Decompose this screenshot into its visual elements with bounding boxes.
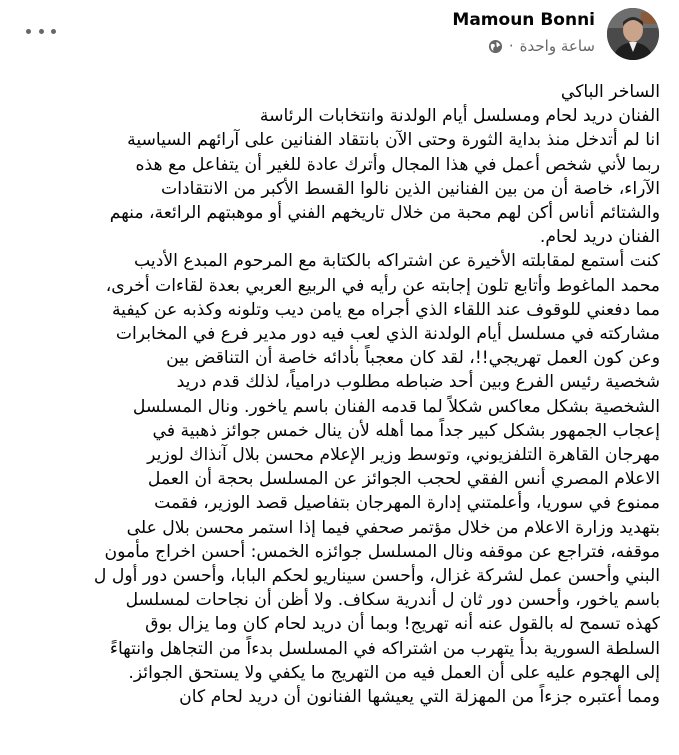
author-avatar[interactable] bbox=[607, 8, 659, 60]
post-line: والشتائم أناس أكن لهم محبة من خلال تاريخهم الفني أو موهبتهم الرائعة، منهم bbox=[109, 203, 660, 224]
post-line: كنت أستمع لمقابلته الأخيرة عن اشتراكه بالكتابة مع المرحوم المبدع الأديب bbox=[134, 251, 660, 272]
post-line: مما دفعني للوقوف عند اللقاء الذي أجراه مع يامن ديب وتلونه وكذبه عن كيفية bbox=[111, 299, 660, 320]
post-line: مشاركته في مسلسل أيام الولدنة الذي لعب فيه دور مدير فرع في المخابرات bbox=[115, 324, 660, 345]
post-line: إلى الهجوم عليه على أن العمل فيه من التهريج ما يكفي ولا يستحق الجوائز. bbox=[128, 662, 660, 683]
post-line: السلطة السورية بدأ يتهرب من اشتراكه في المسلسل بدءاً من التجاهل وانتهاءً bbox=[109, 638, 660, 659]
post-line: بتهديد وزارة الاعلام من خلال مؤتمر صحفي فيما إذا استمر محسن بلال على bbox=[126, 517, 660, 538]
post-line: موقفه، فتراجع عن موقفه ونال المسلسل جوائزه الخمس: أحسن اخراج مأمون bbox=[104, 541, 660, 562]
post-line: الفنان دريد لحام. bbox=[539, 227, 660, 248]
dot-icon bbox=[51, 29, 56, 34]
globe-icon bbox=[488, 39, 503, 54]
separator-dot: · bbox=[508, 37, 514, 55]
post-line: الآراء، خاصة أن من بين الفنانين الذين نالوا القسط الأكبر من الانتقادات bbox=[161, 178, 660, 199]
author-name[interactable]: Mamoun Bonni bbox=[452, 10, 595, 30]
post-line: وعن كون العمل تهريجي!!، لقد كان معجباً بأدائه خاصة أن التناقض بين bbox=[166, 348, 660, 369]
post-line: ممنوع في سوريا، وأعلمتني إدارة المهرجان بتفاصيل قصد الوزير، فقمت bbox=[154, 493, 660, 514]
post-line: ومما أعتبره جزءاً من المهزلة التي يعيشها الفنانون أن دريد لحام كان bbox=[179, 687, 660, 708]
post-line: شخصية رئيس الفرع وبين أحد ضباطه مطلوب درامياً، لذلك قدم دريد bbox=[176, 372, 660, 393]
avatar-image bbox=[607, 8, 659, 60]
post-line: مهرجان القاهرة التلفزيوني، وتوسط وزير الإعلام محسن بلال آنذاك لوزير bbox=[147, 445, 660, 466]
post-line: الساخر الباكي bbox=[560, 82, 660, 102]
post-line: انا لم أتدخل منذ بداية الثورة وحتى الآن بانتقاد الفنانين على آرائهم السياسية bbox=[127, 130, 660, 151]
dot-icon bbox=[26, 29, 31, 34]
post-line: كهذه تسمح له بالقول عنه أنه تهريج! وبما أن دريد لحام كان وما يزال بوق bbox=[145, 614, 660, 635]
post-line: إعجاب الجمهور بشكل كبير جداً مما أهله لأن ينال خمس جوائز ذهبية في bbox=[152, 420, 660, 441]
dot-icon bbox=[39, 29, 44, 34]
post-text bbox=[16, 80, 660, 755]
post-meta bbox=[488, 37, 595, 55]
post-time-link[interactable]: ساعة واحدة bbox=[519, 37, 595, 55]
post-line: ربما لأني شخص أعمل في هذا المجال وأترك عادة للغير أن يتفاعل مع هذه bbox=[135, 154, 660, 175]
post-line: الشخصية بشكل معاكس شكلاً لما قدمه الفنان باسم ياخور. ونال المسلسل bbox=[132, 396, 660, 417]
post-header bbox=[0, 0, 679, 70]
post-line: الاعلام المصري أنس الفقي لحجب الجوائز عن المسلسل بحجة أن العمل bbox=[147, 469, 660, 490]
more-options-button[interactable] bbox=[26, 22, 56, 40]
post-line: باسم ياخور، وأحسن دور ثان ل أندرية سكاف. ولا أظن أن نجاحات لمسلسل bbox=[125, 590, 660, 611]
post-line: محمد الماغوط وأتابع تلون إجابته عن رأيه في الربيع العربي بعدة لقاءات أخرى، bbox=[105, 275, 660, 296]
post-line: الفنان دريد لحام ومسلسل أيام الولدنة وانتخابات الرئاسة bbox=[259, 106, 660, 127]
post-line: البني وأحسن عمل لشركة غزال، وأحسن سيناريو لحكم البابا، وأحسن دور أول ل bbox=[93, 566, 660, 587]
